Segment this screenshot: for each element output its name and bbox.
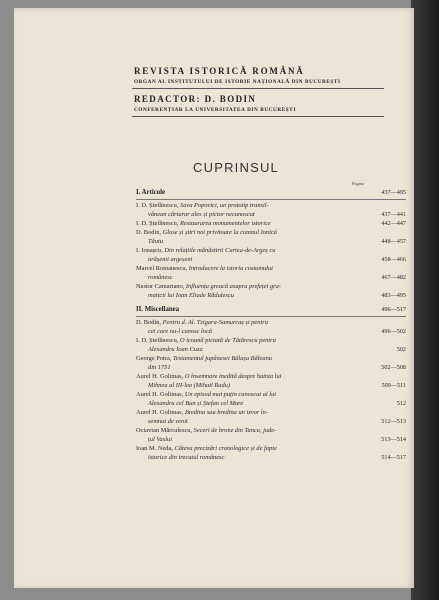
toc-pages: 512 [396,400,406,407]
toc-entry [136,426,406,444]
toc-pages: 448—457 [381,238,406,245]
toc-entry [136,264,406,282]
toc-author: D. Bodin, [136,229,163,236]
toc-author: I. D. Ștefănescu, [136,202,181,209]
section-title: II. Miscellanea [136,306,180,313]
toc-entry [136,228,406,246]
toc-title: Introducere la istoria costumului [188,265,273,272]
toc-title-continued: Alexandru cel Bun și Ștefan cel Mare [148,400,244,407]
toc-entry-line [136,228,406,237]
toc-entry-line [136,282,406,291]
toc-title: Restaurarea monumentelor istorice [180,220,271,227]
section-divider [136,199,406,200]
section-gap [136,300,406,303]
toc-entry [136,390,406,408]
section-title: I. Articole [136,189,166,196]
toc-entry-line [136,426,406,435]
section-pages: 496—517 [381,306,406,313]
toc-title: Seceri de bronz din Tanca, jude- [193,427,277,434]
header-rule-bottom [132,116,384,117]
toc-entry [136,408,406,426]
toc-author: Nestor Camariano, [136,283,186,290]
section-heading [136,188,406,198]
toc-entry [136,282,406,300]
toc-entry-line [136,372,406,381]
toc-title: Câteva precizări cronologice și de fapte [174,445,277,452]
toc-entry-line [136,264,406,273]
toc-pages: 502—508 [381,364,406,371]
toc-title-continued: istorice din trecutul românesc [148,454,225,461]
toc-entry [136,318,406,336]
toc-pages: 496—502 [381,328,406,335]
table-of-contents [136,186,406,462]
toc-entry [136,372,406,390]
toc-entry-line [136,444,406,453]
toc-author: Aurel H. Golimas, [136,391,185,398]
toc-title-continued: românesc [148,274,173,281]
toc-pages: 467—482 [381,274,406,281]
toc-title: O însemnare inedită despre hainia lui [184,373,282,380]
toc-author: I. D. Ștefănescu, [136,337,181,344]
editor-title: CONFERENȚIAR LA UNIVERSITATEA DIN BUCUREȘTI [134,107,296,113]
toc-author: George Potra, [136,355,173,362]
toc-author: Ioan M. Neda, [136,445,175,452]
toc-entry [136,246,406,264]
page-title: CUPRINSUL [193,160,279,175]
toc-pages: 513—514 [381,436,406,443]
page-column-label: Pagina [352,181,365,186]
toc-pages: 512—513 [381,418,406,425]
toc-entry-line [136,354,406,363]
toc-pages: 514—517 [381,454,406,461]
section-heading [136,305,406,315]
toc-title: Sava Popovici, un prototip transil- [180,202,269,209]
toc-entry-line [136,336,406,345]
toc-entry-line [136,318,406,327]
toc-title-continued: Tăutu [148,238,163,245]
toc-pages: 458—466 [381,256,406,263]
toc-title-continued: orășenii argeșeni [148,256,193,263]
toc-title: Un episod mai puțin cunoscut al lui [184,391,277,398]
toc-author: I. D. Ștefănescu, [136,220,181,227]
toc-author: Octavian Mărculescu, [136,427,194,434]
toc-title-continued: Mihnea al III-lea (Mihail Radu) [148,382,230,389]
toc-title: Influența greacă asupra prefeței gra- [185,283,281,290]
toc-title: Testamentul jupânesei Bălașa Băleanu [172,355,272,362]
toc-title-continued: Alexandru Ioan Cuza [148,346,203,353]
book-page [14,8,414,588]
toc-entry-line [136,201,406,210]
toc-entry [136,336,406,354]
toc-title-continued: vănean cărturar ales și pictor necunoscut [148,211,255,218]
toc-author: Aurel H. Golimas, [136,409,185,416]
toc-pages: 483—495 [381,292,406,299]
toc-author: D. Bodin, [136,319,163,326]
toc-pages: 442—447 [381,220,406,227]
toc-pages: 509—511 [381,382,406,389]
header-rule-top [132,88,384,89]
journal-organ: ORGAN AL INSTITUTULUI DE ISTORIE NAȚIONALĂ DIN BUCUREȘTI [134,79,341,85]
editor-line: REDACTOR: D. BODIN [134,94,257,104]
section-pages: 437—495 [381,189,406,196]
toc-entry-line [136,219,406,228]
toc-title: O icoană pictată de Tătărescu pentru [180,337,276,344]
toc-title-continued: din 1751 [148,364,171,371]
toc-entry [136,201,406,219]
toc-title-continued: semnat de venit [148,418,188,425]
toc-title: Bredina sau bredina un izvor în- [184,409,268,416]
toc-entry [136,354,406,372]
toc-title-continued: maticii lui Ioan Eliade Rădulescu [148,292,234,299]
toc-title: Din relațiile mănăstirii Curtea-de-Argeș cu [164,247,276,254]
toc-pages: 502 [396,346,406,353]
book-edge-shadow [411,0,439,600]
journal-title: REVISTA ISTORICĂ ROMÂNĂ [134,66,305,76]
toc-entry-line [136,408,406,417]
toc-pages: 437—441 [381,211,406,218]
toc-title: Glose și știri noi privitoare la cumnul Ionică [162,229,277,236]
toc-entry [136,444,406,462]
toc-entry-line [136,390,406,399]
toc-author: Marcel Romanescu, [136,265,189,272]
toc-title-continued: cei care nu-l cunosc încă [148,328,212,335]
toc-entry-line [136,246,406,255]
toc-entry [136,219,406,228]
toc-author: Aurel H. Golimas, [136,373,185,380]
section-divider [136,316,406,317]
toc-title: Pentru d. Al. Tzigara-Samurcaș și pentru [162,319,268,326]
toc-author: I. Ionașcu, [136,247,165,254]
toc-title-continued: țul Vaslui [148,436,172,443]
